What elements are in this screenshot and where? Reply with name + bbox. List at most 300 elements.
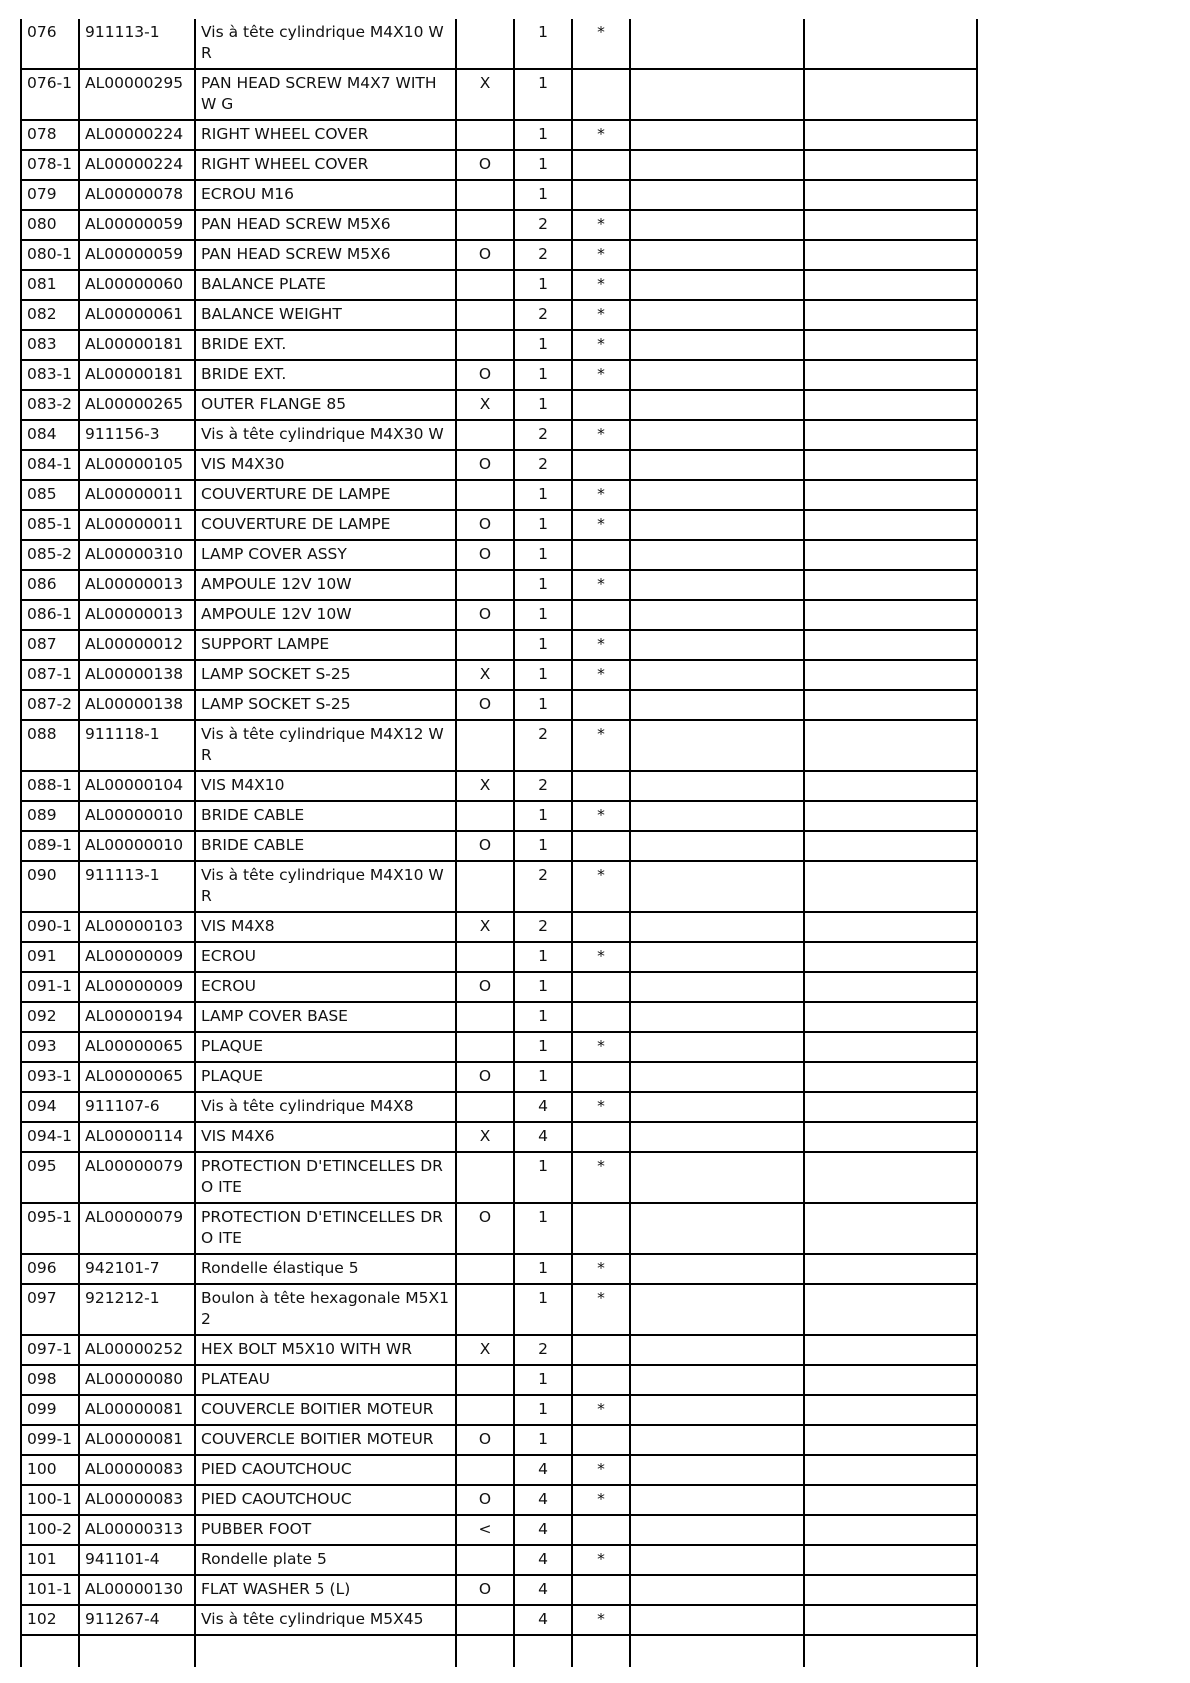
item-number-cell: 076: [21, 19, 79, 69]
quantity-cell: 4: [514, 1122, 572, 1152]
quantity-cell: 1: [514, 570, 572, 600]
description-cell: COUVERCLE BOITIER MOTEUR: [195, 1395, 456, 1425]
description-cell: VIS M4X30: [195, 450, 456, 480]
empty-cell: [630, 912, 804, 942]
part-number-cell: 942101-7: [79, 1254, 195, 1284]
empty-cell: [804, 330, 977, 360]
availability-mark-cell: [572, 1203, 630, 1254]
variant-mark-cell: [456, 1092, 514, 1122]
availability-mark-cell: *: [572, 1032, 630, 1062]
empty-cell: [630, 690, 804, 720]
variant-mark-cell: O: [456, 831, 514, 861]
empty-cell: [195, 1635, 456, 1667]
empty-cell: [630, 771, 804, 801]
quantity-cell: 1: [514, 390, 572, 420]
quantity-cell: 1: [514, 801, 572, 831]
part-number-cell: AL00000078: [79, 180, 195, 210]
availability-mark-cell: [572, 1515, 630, 1545]
quantity-cell: 2: [514, 861, 572, 912]
part-number-cell: AL00000060: [79, 270, 195, 300]
empty-cell: [804, 1365, 977, 1395]
description-cell: PIED CAOUTCHOUC: [195, 1455, 456, 1485]
availability-mark-cell: [572, 1365, 630, 1395]
part-number-cell: AL00000130: [79, 1575, 195, 1605]
item-number-cell: 082: [21, 300, 79, 330]
empty-cell: [804, 1395, 977, 1425]
part-number-cell: AL00000265: [79, 390, 195, 420]
table-row: [21, 801, 977, 831]
empty-cell: [804, 420, 977, 450]
availability-mark-cell: *: [572, 630, 630, 660]
description-cell: PLAQUE: [195, 1032, 456, 1062]
availability-mark-cell: *: [572, 510, 630, 540]
variant-mark-cell: X: [456, 771, 514, 801]
empty-cell: [630, 180, 804, 210]
table-row: [21, 1515, 977, 1545]
item-number-cell: 087-1: [21, 660, 79, 690]
item-number-cell: 095: [21, 1152, 79, 1203]
variant-mark-cell: [456, 1032, 514, 1062]
variant-mark-cell: [456, 270, 514, 300]
description-cell: PROTECTION D'ETINCELLES DRO ITE: [195, 1203, 456, 1254]
empty-cell: [630, 300, 804, 330]
part-number-cell: AL00000104: [79, 771, 195, 801]
empty-cell: [630, 1284, 804, 1335]
item-number-cell: 096: [21, 1254, 79, 1284]
part-number-cell: AL00000138: [79, 660, 195, 690]
variant-mark-cell: [456, 1002, 514, 1032]
quantity-cell: 1: [514, 660, 572, 690]
description-cell: FLAT WASHER 5 (L): [195, 1575, 456, 1605]
empty-cell: [630, 330, 804, 360]
part-number-cell: AL00000059: [79, 210, 195, 240]
item-number-cell: 080: [21, 210, 79, 240]
variant-mark-cell: [456, 1605, 514, 1635]
quantity-cell: 2: [514, 300, 572, 330]
empty-cell: [804, 270, 977, 300]
variant-mark-cell: [456, 720, 514, 771]
availability-mark-cell: [572, 831, 630, 861]
quantity-cell: 1: [514, 831, 572, 861]
variant-mark-cell: [456, 180, 514, 210]
availability-mark-cell: *: [572, 300, 630, 330]
empty-cell: [804, 801, 977, 831]
empty-cell: [630, 1122, 804, 1152]
table-row: [21, 831, 977, 861]
variant-mark-cell: [456, 210, 514, 240]
variant-mark-cell: [456, 942, 514, 972]
table-row: [21, 1203, 977, 1254]
description-cell: HEX BOLT M5X10 WITH WR: [195, 1335, 456, 1365]
empty-cell: [804, 570, 977, 600]
empty-cell: [630, 1455, 804, 1485]
empty-cell: [630, 942, 804, 972]
empty-cell: [21, 1635, 79, 1667]
item-number-cell: 087-2: [21, 690, 79, 720]
part-number-cell: AL00000224: [79, 120, 195, 150]
empty-cell: [804, 1152, 977, 1203]
quantity-cell: 1: [514, 360, 572, 390]
table-row: [21, 1092, 977, 1122]
availability-mark-cell: *: [572, 330, 630, 360]
variant-mark-cell: [456, 570, 514, 600]
item-number-cell: 085-1: [21, 510, 79, 540]
availability-mark-cell: *: [572, 120, 630, 150]
availability-mark-cell: *: [572, 480, 630, 510]
table-row: [21, 480, 977, 510]
description-cell: PLAQUE: [195, 1062, 456, 1092]
empty-cell: [630, 1635, 804, 1667]
description-cell: OUTER FLANGE 85: [195, 390, 456, 420]
empty-cell: [804, 1284, 977, 1335]
empty-cell: [630, 150, 804, 180]
empty-cell: [514, 1635, 572, 1667]
availability-mark-cell: *: [572, 1395, 630, 1425]
availability-mark-cell: *: [572, 1284, 630, 1335]
empty-cell: [804, 480, 977, 510]
table-row: [21, 120, 977, 150]
variant-mark-cell: O: [456, 150, 514, 180]
variant-mark-cell: O: [456, 1203, 514, 1254]
empty-cell: [804, 1254, 977, 1284]
variant-mark-cell: O: [456, 1575, 514, 1605]
quantity-cell: 1: [514, 510, 572, 540]
item-number-cell: 076-1: [21, 69, 79, 120]
item-number-cell: 093: [21, 1032, 79, 1062]
empty-cell: [630, 660, 804, 690]
empty-cell: [804, 600, 977, 630]
availability-mark-cell: *: [572, 1092, 630, 1122]
variant-mark-cell: O: [456, 1425, 514, 1455]
empty-cell: [804, 540, 977, 570]
availability-mark-cell: [572, 450, 630, 480]
empty-cell: [630, 19, 804, 69]
description-cell: LAMP COVER ASSY: [195, 540, 456, 570]
quantity-cell: 1: [514, 330, 572, 360]
table-row: [21, 1455, 977, 1485]
part-number-cell: AL00000061: [79, 300, 195, 330]
table-row: [21, 150, 977, 180]
item-number-cell: 083-2: [21, 390, 79, 420]
quantity-cell: 1: [514, 150, 572, 180]
quantity-cell: 4: [514, 1455, 572, 1485]
description-cell: PAN HEAD SCREW M5X6: [195, 210, 456, 240]
variant-mark-cell: O: [456, 1062, 514, 1092]
variant-mark-cell: O: [456, 1485, 514, 1515]
description-cell: LAMP SOCKET S-25: [195, 690, 456, 720]
part-number-cell: AL00000083: [79, 1485, 195, 1515]
availability-mark-cell: [572, 540, 630, 570]
description-cell: Vis à tête cylindrique M4X30 W: [195, 420, 456, 450]
table-row: [21, 771, 977, 801]
variant-mark-cell: [456, 19, 514, 69]
table-row: [21, 942, 977, 972]
table-row: [21, 300, 977, 330]
part-number-cell: AL00000065: [79, 1032, 195, 1062]
description-cell: PUBBER FOOT: [195, 1515, 456, 1545]
quantity-cell: 4: [514, 1605, 572, 1635]
table-row: [21, 1575, 977, 1605]
quantity-cell: 4: [514, 1545, 572, 1575]
quantity-cell: 1: [514, 480, 572, 510]
description-cell: Vis à tête cylindrique M4X10 WR: [195, 19, 456, 69]
item-number-cell: 088-1: [21, 771, 79, 801]
item-number-cell: 097-1: [21, 1335, 79, 1365]
item-number-cell: 091-1: [21, 972, 79, 1002]
part-number-cell: AL00000079: [79, 1203, 195, 1254]
item-number-cell: 102: [21, 1605, 79, 1635]
item-number-cell: 088: [21, 720, 79, 771]
description-cell: Vis à tête cylindrique M4X8: [195, 1092, 456, 1122]
empty-cell: [804, 1335, 977, 1365]
empty-cell: [804, 942, 977, 972]
part-number-cell: 911113-1: [79, 861, 195, 912]
availability-mark-cell: [572, 972, 630, 1002]
part-number-cell: 911113-1: [79, 19, 195, 69]
table-row: [21, 720, 977, 771]
variant-mark-cell: O: [456, 240, 514, 270]
item-number-cell: 090: [21, 861, 79, 912]
item-number-cell: 099-1: [21, 1425, 79, 1455]
empty-cell: [630, 270, 804, 300]
table-row: [21, 510, 977, 540]
empty-cell: [630, 1545, 804, 1575]
empty-cell: [804, 1425, 977, 1455]
description-cell: ECROU: [195, 972, 456, 1002]
availability-mark-cell: *: [572, 210, 630, 240]
part-number-cell: AL00000079: [79, 1152, 195, 1203]
empty-cell: [804, 1062, 977, 1092]
empty-cell: [804, 972, 977, 1002]
item-number-cell: 092: [21, 1002, 79, 1032]
availability-mark-cell: [572, 1122, 630, 1152]
table-row: [21, 1425, 977, 1455]
item-number-cell: 084-1: [21, 450, 79, 480]
quantity-cell: 1: [514, 1284, 572, 1335]
variant-mark-cell: [456, 630, 514, 660]
part-number-cell: 911118-1: [79, 720, 195, 771]
empty-cell: [804, 1545, 977, 1575]
table-row: [21, 1545, 977, 1575]
empty-cell: [630, 69, 804, 120]
table-row: [21, 240, 977, 270]
empty-cell: [804, 1032, 977, 1062]
item-number-cell: 078-1: [21, 150, 79, 180]
part-number-cell: AL00000013: [79, 600, 195, 630]
part-number-cell: AL00000010: [79, 801, 195, 831]
table-row-empty: [21, 1635, 977, 1667]
part-number-cell: AL00000009: [79, 942, 195, 972]
availability-mark-cell: *: [572, 1605, 630, 1635]
empty-cell: [630, 240, 804, 270]
quantity-cell: 1: [514, 270, 572, 300]
table-row: [21, 1605, 977, 1635]
empty-cell: [630, 540, 804, 570]
item-number-cell: 078: [21, 120, 79, 150]
part-number-cell: AL00000011: [79, 510, 195, 540]
variant-mark-cell: [456, 480, 514, 510]
empty-cell: [630, 1605, 804, 1635]
quantity-cell: 1: [514, 19, 572, 69]
availability-mark-cell: [572, 912, 630, 942]
table-row: [21, 330, 977, 360]
description-cell: Vis à tête cylindrique M4X12 WR: [195, 720, 456, 771]
description-cell: SUPPORT LAMPE: [195, 630, 456, 660]
variant-mark-cell: [456, 1455, 514, 1485]
part-number-cell: 911267-4: [79, 1605, 195, 1635]
item-number-cell: 087: [21, 630, 79, 660]
table-row: [21, 540, 977, 570]
availability-mark-cell: [572, 150, 630, 180]
description-cell: BALANCE PLATE: [195, 270, 456, 300]
table-row: [21, 1365, 977, 1395]
quantity-cell: 1: [514, 690, 572, 720]
table-row: [21, 450, 977, 480]
part-number-cell: 921212-1: [79, 1284, 195, 1335]
availability-mark-cell: [572, 390, 630, 420]
variant-mark-cell: O: [456, 450, 514, 480]
part-number-cell: AL00000194: [79, 1002, 195, 1032]
quantity-cell: 2: [514, 420, 572, 450]
description-cell: AMPOULE 12V 10W: [195, 570, 456, 600]
availability-mark-cell: *: [572, 801, 630, 831]
part-number-cell: AL00000181: [79, 360, 195, 390]
description-cell: Boulon à tête hexagonale M5X12: [195, 1284, 456, 1335]
item-number-cell: 081: [21, 270, 79, 300]
variant-mark-cell: [456, 1284, 514, 1335]
empty-cell: [804, 120, 977, 150]
description-cell: COUVERTURE DE LAMPE: [195, 480, 456, 510]
empty-cell: [804, 1092, 977, 1122]
part-number-cell: AL00000011: [79, 480, 195, 510]
part-number-cell: AL00000105: [79, 450, 195, 480]
part-number-cell: AL00000080: [79, 1365, 195, 1395]
quantity-cell: 1: [514, 180, 572, 210]
variant-mark-cell: O: [456, 600, 514, 630]
part-number-cell: AL00000313: [79, 1515, 195, 1545]
description-cell: Rondelle plate 5: [195, 1545, 456, 1575]
part-number-cell: AL00000081: [79, 1425, 195, 1455]
part-number-cell: AL00000081: [79, 1395, 195, 1425]
item-number-cell: 083-1: [21, 360, 79, 390]
quantity-cell: 1: [514, 120, 572, 150]
empty-cell: [804, 912, 977, 942]
item-number-cell: 099: [21, 1395, 79, 1425]
empty-cell: [804, 240, 977, 270]
empty-cell: [804, 630, 977, 660]
item-number-cell: 101-1: [21, 1575, 79, 1605]
variant-mark-cell: O: [456, 690, 514, 720]
item-number-cell: 094: [21, 1092, 79, 1122]
empty-cell: [804, 1203, 977, 1254]
quantity-cell: 1: [514, 1062, 572, 1092]
description-cell: RIGHT WHEEL COVER: [195, 150, 456, 180]
empty-cell: [804, 300, 977, 330]
item-number-cell: 097: [21, 1284, 79, 1335]
empty-cell: [630, 1335, 804, 1365]
empty-cell: [630, 600, 804, 630]
description-cell: VIS M4X6: [195, 1122, 456, 1152]
empty-cell: [804, 150, 977, 180]
variant-mark-cell: [456, 861, 514, 912]
quantity-cell: 2: [514, 210, 572, 240]
empty-cell: [630, 1062, 804, 1092]
variant-mark-cell: [456, 330, 514, 360]
empty-cell: [630, 972, 804, 1002]
quantity-cell: 4: [514, 1575, 572, 1605]
variant-mark-cell: [456, 1395, 514, 1425]
quantity-cell: 2: [514, 1335, 572, 1365]
empty-cell: [630, 1032, 804, 1062]
empty-cell: [630, 510, 804, 540]
description-cell: Vis à tête cylindrique M5X45: [195, 1605, 456, 1635]
variant-mark-cell: X: [456, 390, 514, 420]
table-row: [21, 1152, 977, 1203]
empty-cell: [804, 210, 977, 240]
description-cell: Rondelle élastique 5: [195, 1254, 456, 1284]
availability-mark-cell: [572, 1335, 630, 1365]
empty-cell: [804, 1575, 977, 1605]
description-cell: VIS M4X8: [195, 912, 456, 942]
availability-mark-cell: *: [572, 660, 630, 690]
table-row: [21, 390, 977, 420]
item-number-cell: 100-1: [21, 1485, 79, 1515]
quantity-cell: 1: [514, 942, 572, 972]
variant-mark-cell: X: [456, 912, 514, 942]
empty-cell: [630, 831, 804, 861]
empty-cell: [804, 690, 977, 720]
availability-mark-cell: [572, 1002, 630, 1032]
table-row: [21, 1284, 977, 1335]
item-number-cell: 094-1: [21, 1122, 79, 1152]
availability-mark-cell: *: [572, 420, 630, 450]
part-number-cell: 911107-6: [79, 1092, 195, 1122]
empty-cell: [630, 1203, 804, 1254]
table-row: [21, 1254, 977, 1284]
table-row: [21, 1032, 977, 1062]
empty-cell: [804, 831, 977, 861]
empty-cell: [804, 1455, 977, 1485]
empty-cell: [630, 1485, 804, 1515]
variant-mark-cell: O: [456, 972, 514, 1002]
empty-cell: [630, 1002, 804, 1032]
table-row: [21, 360, 977, 390]
part-number-cell: AL00000224: [79, 150, 195, 180]
quantity-cell: 4: [514, 1515, 572, 1545]
empty-cell: [804, 180, 977, 210]
quantity-cell: 1: [514, 1395, 572, 1425]
variant-mark-cell: [456, 1254, 514, 1284]
variant-mark-cell: [456, 801, 514, 831]
item-number-cell: 080-1: [21, 240, 79, 270]
table-row: [21, 69, 977, 120]
empty-cell: [630, 1515, 804, 1545]
quantity-cell: 2: [514, 771, 572, 801]
quantity-cell: 1: [514, 540, 572, 570]
empty-cell: [630, 1365, 804, 1395]
quantity-cell: 2: [514, 912, 572, 942]
availability-mark-cell: *: [572, 861, 630, 912]
item-number-cell: 084: [21, 420, 79, 450]
empty-cell: [79, 1635, 195, 1667]
empty-cell: [572, 1635, 630, 1667]
part-number-cell: AL00000310: [79, 540, 195, 570]
table-row: [21, 600, 977, 630]
availability-mark-cell: *: [572, 1152, 630, 1203]
table-row: [21, 180, 977, 210]
description-cell: PIED CAOUTCHOUC: [195, 1485, 456, 1515]
empty-cell: [804, 771, 977, 801]
